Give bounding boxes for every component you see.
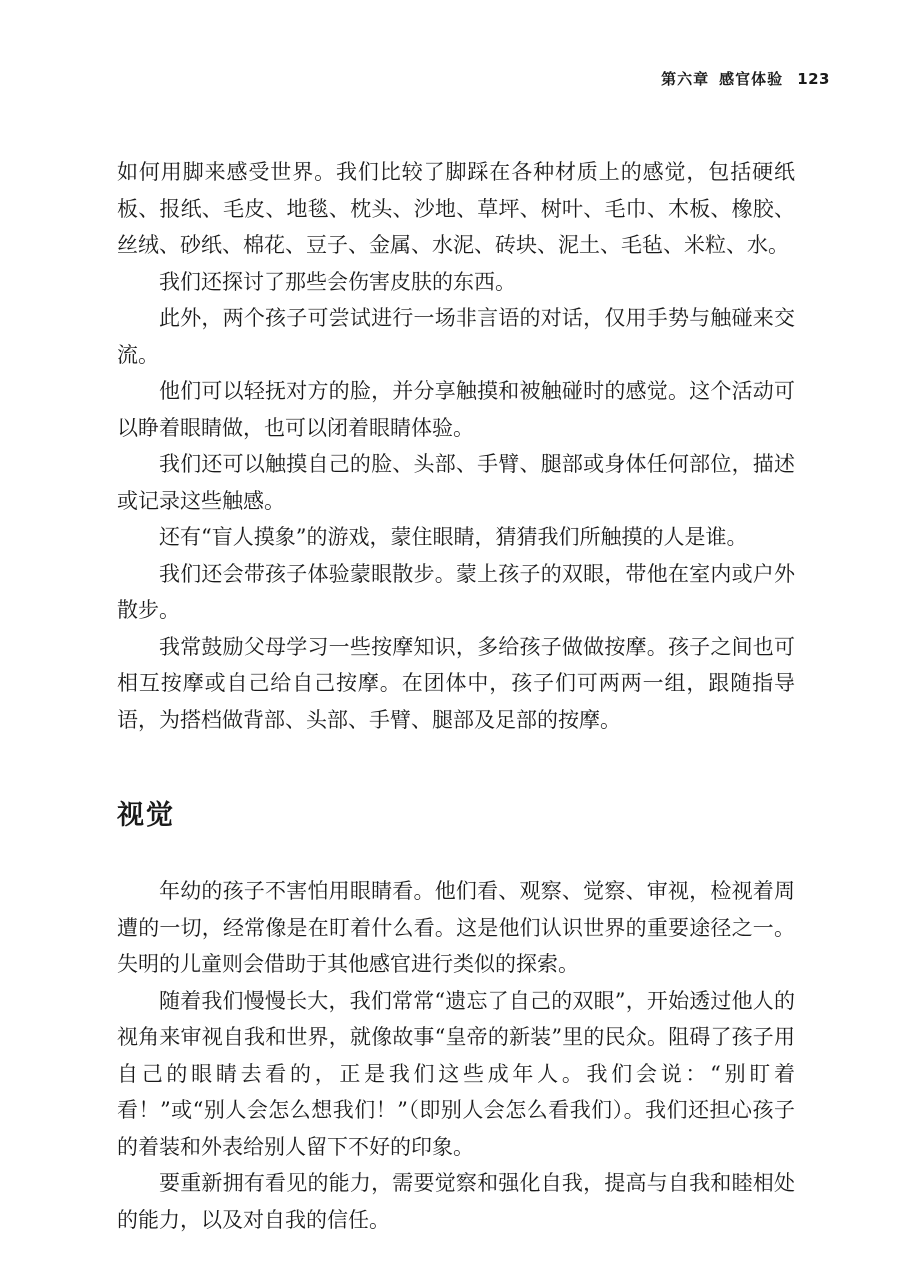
paragraph: 要重新拥有看见的能力，需要觉察和强化自我，提高与自我和睦相处的能力，以及对自我的信任。 xyxy=(117,1171,795,1232)
section-heading-vision: 视觉 xyxy=(117,800,175,831)
paragraph: 他们可以轻抚对方的脸，并分享触摸和被触碰时的感觉。这个活动可以睁着眼睛做，也可以闭着眼睛体验。 xyxy=(117,379,795,440)
paragraph: 我们还会带孩子体验蒙眼散步。蒙上孩子的双眼，带他在室内或户外散步。 xyxy=(117,561,795,622)
paragraph: 随着我们慢慢长大，我们常常“遗忘了自己的双眼”，开始透过他人的视角来审视自我和世界，就像故事“皇帝的新装”里的民众。阻碍了孩子用自己的眼睛去看的，正是我们这些成年人。我们会说：“别盯着看！”或“别人会怎么想我们！”（即别人会怎么看我们）。我们还担心孩子的着装和外表给别人留下不好的印象。 xyxy=(117,988,795,1159)
chapter-title: 感官体验 xyxy=(719,70,784,88)
paragraph: 我常鼓励父母学习一些按摩知识，多给孩子做做按摩。孩子之间也可相互按摩或自己给自己按摩。在团体中，孩子们可两两一组，跟随指导语，为搭档做背部、头部、手臂、腿部及足部的按摩。 xyxy=(117,634,795,732)
running-head xyxy=(661,68,830,89)
paragraph-continued: 如何用脚来感受世界。我们比较了脚踩在各种材质上的感觉，包括硬纸板、报纸、毛皮、地毯、枕头、沙地、草坪、树叶、毛巾、木板、橡胶、丝绒、砂纸、棉花、豆子、金属、水泥、砖块、泥土、毛毡、米粒、水。 xyxy=(117,160,795,257)
paragraph: 还有“盲人摸象”的游戏，蒙住眼睛，猜猜我们所触摸的人是谁。 xyxy=(159,525,748,549)
body-text xyxy=(117,154,795,1238)
paragraph: 此外，两个孩子可尝试进行一场非言语的对话，仅用手势与触碰来交流。 xyxy=(117,306,795,367)
paragraph: 我们还可以触摸自己的脸、头部、手臂、腿部或身体任何部位，描述或记录这些触感。 xyxy=(117,452,795,513)
chapter-number: 第六章 xyxy=(661,70,710,88)
paragraph: 年幼的孩子不害怕用眼睛看。他们看、观察、觉察、审视，检视着周遭的一切，经常像是在盯着什么看。这是他们认识世界的重要途径之一。失明的儿童则会借助于其他感官进行类似的探索。 xyxy=(117,879,795,976)
paragraph: 我们还探讨了那些会伤害皮肤的东西。 xyxy=(159,269,516,294)
page-number: 123 xyxy=(797,70,830,88)
